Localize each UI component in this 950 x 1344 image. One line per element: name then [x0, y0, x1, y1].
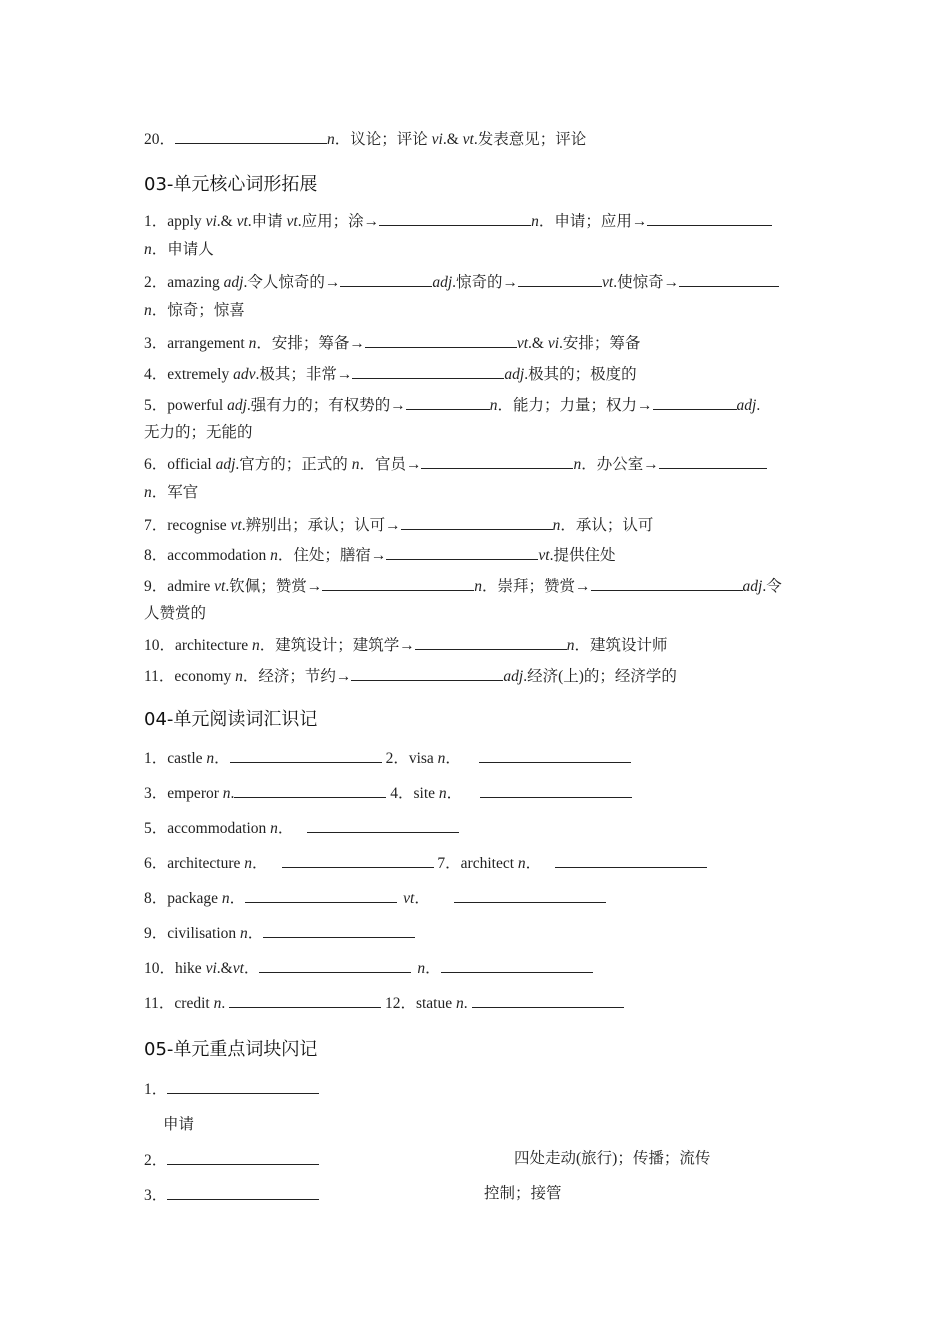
text: 7．architect	[433, 855, 518, 872]
item-3	[144, 332, 640, 354]
blank[interactable]	[647, 210, 772, 226]
text: .官方的；正式的	[235, 456, 352, 473]
text: ．	[214, 750, 230, 767]
text: 4．extremely	[144, 366, 234, 383]
blank[interactable]	[322, 575, 474, 591]
blank[interactable]	[659, 453, 767, 469]
item-6-cont	[144, 483, 198, 503]
item-10	[144, 634, 668, 656]
pos-label: vt	[403, 890, 415, 907]
text: ．	[277, 820, 294, 837]
text: .强有力的；有权势的→	[246, 397, 406, 414]
vocab-row-1	[144, 747, 631, 769]
text: .使惊奇→	[613, 274, 680, 291]
text: 5．accommodation	[144, 820, 271, 837]
blank[interactable]	[234, 782, 386, 798]
text: ．	[425, 960, 441, 977]
pos-label: vi	[205, 213, 217, 230]
text: 5．powerful	[144, 397, 228, 414]
text: ．	[247, 925, 264, 942]
blank[interactable]	[441, 957, 593, 973]
pos-label: n	[240, 925, 248, 942]
text: ．崇拜；赞赏→	[482, 578, 591, 595]
text: .&	[442, 131, 463, 148]
pos-label: adj	[504, 366, 525, 383]
phrase-2-meaning: 四处走动(旅行)；传播；流传	[514, 1150, 711, 1167]
pos-label: vt	[230, 517, 242, 534]
text: 8．accommodation	[144, 547, 271, 564]
text: 20．	[144, 131, 176, 148]
text: 3．arrangement	[144, 335, 249, 352]
pos-label: n	[221, 890, 230, 907]
blank[interactable]	[365, 332, 517, 348]
text: 1．apply	[144, 213, 206, 230]
text: ．申请人	[151, 241, 214, 258]
blank[interactable]	[259, 957, 411, 973]
text: .申请	[247, 213, 287, 230]
pos-label: n	[573, 456, 582, 473]
text: ．申请；应用→	[538, 213, 648, 230]
pos-label: adj	[432, 274, 453, 291]
text: ．	[414, 890, 430, 907]
text: 2．	[144, 1152, 168, 1169]
section-heading-04: 04-单元阅读词汇识记	[144, 709, 318, 730]
text: ．建筑设计师	[574, 637, 668, 654]
pos-label: n	[213, 995, 222, 1012]
pos-label: vt	[236, 213, 248, 230]
blank[interactable]	[263, 922, 415, 938]
text: 2．amazing	[144, 274, 224, 291]
blank[interactable]	[307, 817, 459, 833]
pos-label: n	[327, 131, 335, 148]
blank[interactable]	[167, 1184, 319, 1200]
text: .安排；筹备	[559, 335, 641, 352]
text: 1．castle	[144, 750, 207, 767]
phrase-1	[144, 1078, 319, 1100]
text: ．	[446, 785, 463, 802]
vocab-row-6	[144, 922, 415, 944]
phrase-3	[144, 1184, 319, 1206]
blank[interactable]	[653, 394, 737, 410]
blank[interactable]	[421, 453, 573, 469]
text: .	[756, 397, 761, 414]
text: ．惊奇；惊喜	[151, 302, 245, 319]
text: 4．site	[386, 785, 439, 802]
text: .&	[216, 213, 237, 230]
text: 8．package	[144, 890, 222, 907]
text: .极其的；极度的	[524, 366, 637, 383]
pos-label: vi	[547, 335, 560, 352]
pos-label: n	[456, 995, 464, 1012]
blank[interactable]	[282, 852, 434, 868]
vocab-row-2	[144, 782, 632, 804]
blank[interactable]	[415, 634, 567, 650]
pos-label: vt	[286, 213, 298, 230]
pos-label: n	[566, 637, 575, 654]
pos-label: adj	[503, 668, 524, 685]
text: 3．	[144, 1187, 168, 1204]
blank[interactable]	[230, 747, 382, 763]
text: ．住处；膳宿→	[277, 547, 387, 564]
pos-label: n	[437, 750, 446, 767]
section-heading-03: 03-单元核心词形拓展	[144, 174, 318, 195]
item-1-cont	[144, 240, 214, 260]
text: ．议论；评论	[334, 131, 432, 148]
text: .	[230, 785, 235, 802]
text: .	[221, 995, 230, 1012]
text: ．	[445, 750, 461, 767]
text: ．	[229, 890, 246, 907]
text: ．办公室→	[581, 456, 659, 473]
pos-label: vt	[516, 335, 529, 352]
text: .提供住处	[549, 547, 616, 564]
vocab-row-5	[144, 887, 606, 909]
text: 6．architecture	[144, 855, 245, 872]
blank[interactable]	[351, 665, 503, 681]
item-8	[144, 544, 615, 566]
blank[interactable]	[340, 271, 432, 287]
pos-label: n	[206, 750, 215, 767]
text: ．安排；筹备→	[256, 335, 365, 352]
blank[interactable]	[386, 544, 538, 560]
blank[interactable]	[379, 210, 531, 226]
item-2	[144, 271, 779, 293]
item-5	[144, 394, 760, 416]
pos-label: n	[351, 456, 360, 473]
pos-label: n	[252, 637, 260, 654]
item-1	[144, 210, 772, 232]
blank[interactable]	[406, 394, 490, 410]
phrase-3-meaning: 控制；接管	[484, 1185, 562, 1202]
pos-label: n	[552, 517, 561, 534]
item-5-cont: 无力的；无能的	[144, 424, 253, 441]
text: .令	[762, 578, 782, 595]
pos-label: n	[248, 335, 257, 352]
section-heading-05: 05-单元重点词块闪记	[144, 1039, 318, 1060]
vocab-row-3	[144, 817, 459, 839]
pos-label: n	[438, 785, 447, 802]
blank[interactable]	[454, 887, 606, 903]
text: .惊奇的→	[452, 274, 519, 291]
pos-label: vt	[462, 131, 474, 148]
blank[interactable]	[472, 992, 624, 1008]
pos-label: vt	[214, 578, 226, 595]
text: .令人惊奇的→	[243, 274, 341, 291]
text: .钦佩；赞赏→	[225, 578, 323, 595]
text: .辨别出；承认；认可→	[241, 517, 401, 534]
pos-label: n	[244, 855, 253, 872]
blank[interactable]	[555, 852, 707, 868]
pos-label: n	[144, 302, 152, 319]
phrase-2	[144, 1149, 319, 1171]
text: 2．visa	[381, 750, 438, 767]
text: ．官员→	[359, 456, 422, 473]
vocab-row-4	[144, 852, 707, 874]
pos-label: vt	[232, 960, 244, 977]
vocab-row-8	[144, 992, 624, 1014]
text: ．军官	[151, 484, 199, 501]
text: .应用；涂→	[297, 213, 380, 230]
item-4	[144, 363, 637, 385]
item-9-cont: 人赞赏的	[144, 605, 207, 622]
pos-label: n	[222, 785, 231, 802]
item-2-cont	[144, 301, 245, 321]
blank[interactable]	[679, 271, 779, 287]
item-11	[144, 665, 677, 687]
text: .	[463, 995, 472, 1012]
blank[interactable]	[480, 782, 632, 798]
text: .极其；非常→	[255, 366, 353, 383]
pos-label: n	[144, 241, 152, 258]
text: .经济(上)的；经济学的	[523, 668, 677, 685]
pos-label: n	[474, 578, 482, 595]
pos-label: adj	[223, 274, 244, 291]
pos-label: adj	[742, 578, 763, 595]
text: .&	[528, 335, 548, 352]
blank[interactable]	[401, 514, 553, 530]
item-6	[144, 453, 767, 475]
text: 11．economy	[144, 668, 236, 685]
pos-label: n	[489, 397, 498, 414]
phrase-1-meaning: 申请	[163, 1116, 195, 1133]
text: ．	[243, 960, 260, 977]
pos-label: n	[270, 547, 278, 564]
text: ．承认；认可	[560, 517, 654, 534]
text: ．	[252, 855, 268, 872]
pos-label: n	[270, 820, 278, 837]
pos-label: vt	[602, 274, 614, 291]
blank[interactable]	[591, 575, 743, 591]
text: 10．hike	[144, 960, 206, 977]
pos-label: adv	[233, 366, 256, 383]
pos-label: adj	[227, 397, 247, 414]
pos-label: adj	[736, 397, 757, 414]
pos-label: n	[417, 960, 426, 977]
pos-label: vi	[431, 131, 443, 148]
pos-label: adj	[215, 456, 236, 473]
text: ．能力；力量；权力→	[497, 397, 653, 414]
text: ．	[525, 855, 542, 872]
vocab-row-7	[144, 957, 593, 979]
blank[interactable]	[479, 747, 631, 763]
text: .发表意见；评论	[473, 131, 587, 148]
text: 3．emperor	[144, 785, 223, 802]
text: 6．official	[144, 456, 216, 473]
text: .&	[216, 960, 233, 977]
text: 11．credit	[144, 995, 214, 1012]
blank[interactable]	[167, 1078, 319, 1094]
text: 9．admire	[144, 578, 215, 595]
text: 9．civilisation	[144, 925, 241, 942]
blank[interactable]	[352, 363, 504, 379]
blank[interactable]	[175, 128, 327, 144]
pos-label: n	[144, 484, 152, 501]
blank[interactable]	[229, 992, 381, 1008]
text: 12．statue	[381, 995, 456, 1012]
blank[interactable]	[167, 1149, 319, 1165]
item-7	[144, 514, 653, 536]
blank[interactable]	[518, 271, 602, 287]
pos-label: vt	[538, 547, 550, 564]
text: 7．recognise	[144, 517, 231, 534]
pos-label: vi	[205, 960, 217, 977]
text: 1．	[144, 1081, 168, 1098]
text: 10．architecture	[144, 637, 253, 654]
pos-label: n	[235, 668, 243, 685]
item-20	[144, 128, 586, 150]
text: ．建筑设计；建筑学→	[259, 637, 415, 654]
text: ．经济；节约→	[242, 668, 352, 685]
pos-label: n	[517, 855, 526, 872]
item-9	[144, 575, 782, 597]
blank[interactable]	[245, 887, 397, 903]
pos-label: n	[531, 213, 539, 230]
